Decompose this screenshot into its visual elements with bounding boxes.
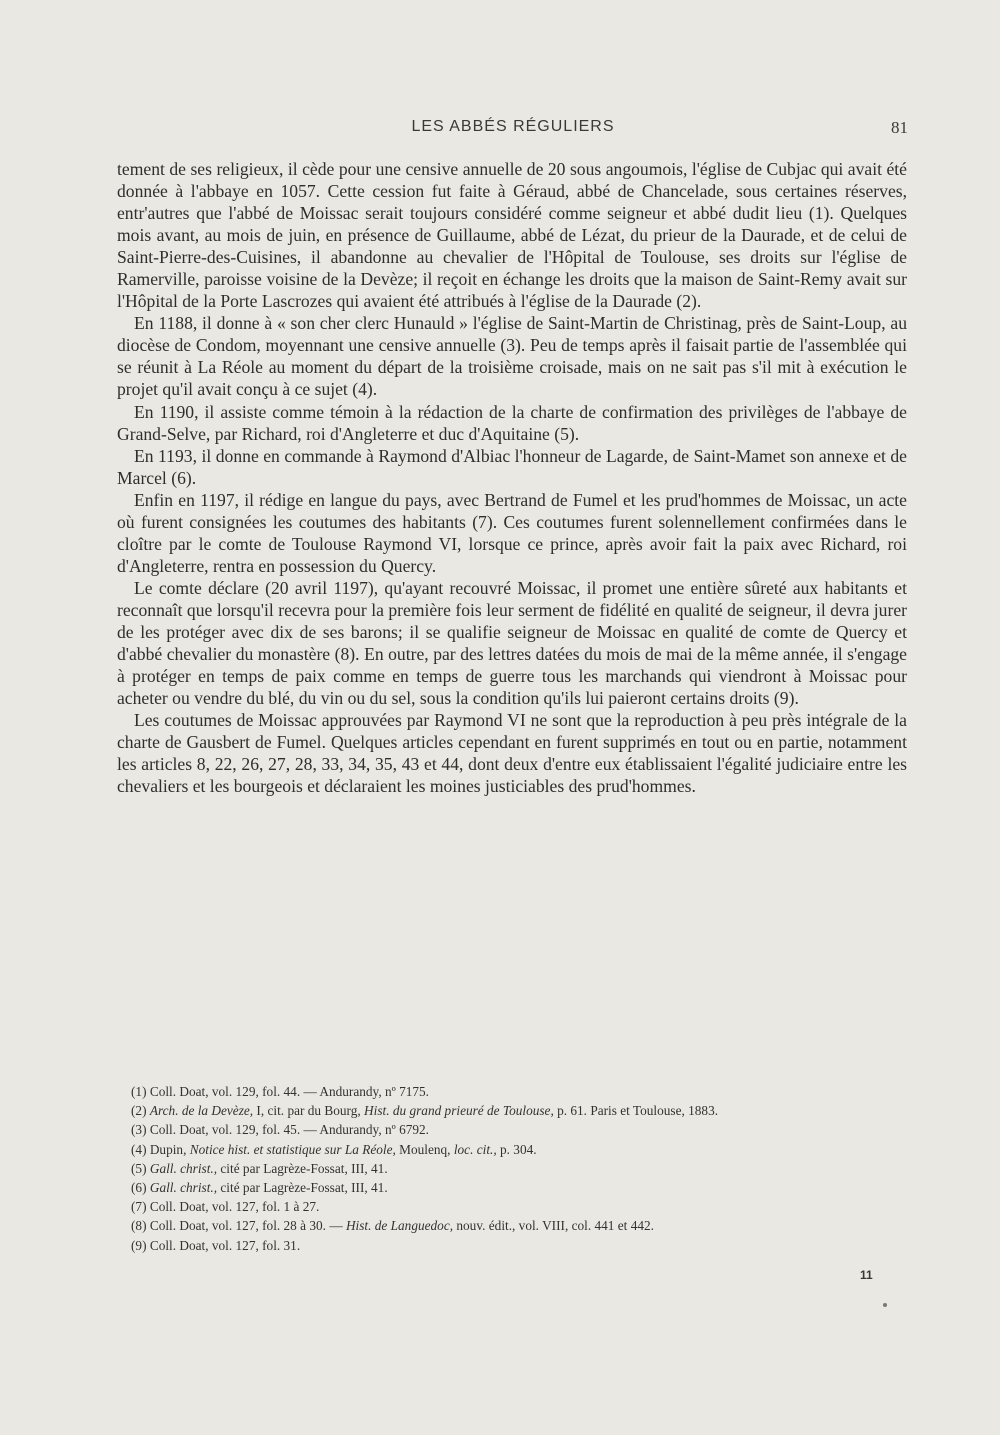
footnote-3: (3) Coll. Doat, vol. 129, fol. 45. — Andurandy, nº 6792.	[131, 1122, 429, 1138]
page-number: 81	[891, 118, 908, 137]
running-title: LES ABBÉS RÉGULIERS	[411, 118, 615, 135]
paragraph: Le comte déclare (20 avril 1197), qu'ayant recouvré Moissac, il promet une entière sûreté aux habitants et reconnaît que lorsqu'il recevra pour la première fois leur serment de fidélité en qualité de seigneur, il devra jurer de les protéger avec dix de ses barons; il se qualifie seigneur de Moissac en qualité de comte de Quercy et d'abbé chevalier du monastère (8). En outre, par des lettres datées du mois de mai de la même année, il s'engage à protéger en temps de paix comme en temps de guerre tous les marchands qui viendront à Moissac pour acheter ou vendre du blé, du vin ou du sel, sous la condition qu'ils lui paieront certains droits (9).	[117, 577, 907, 709]
signature-mark: 11	[860, 1268, 873, 1282]
footnote-1: (1) Coll. Doat, vol. 129, fol. 44. — Andurandy, nº 7175.	[131, 1084, 429, 1099]
footnote-4: (4) Dupin, Notice hist. et statistique sur La Réole, Moulenq, loc. cit., p. 304.	[131, 1141, 537, 1157]
speck-dot	[883, 1303, 887, 1307]
paragraph: tement de ses religieux, il cède pour une censive annuelle de 20 sous angoumois, l'église de Cubjac qui avait été donnée à l'abbaye en 1057. Cette cession fut faite à Géraud, abbé de Chancelade, sous certaines réserves, entr'autres que l'abbé de Moissac serait toujours considéré comme seigneur et abbé dudit lieu (1). Quelques mois avant, au mois de juin, en présence de Guillaume, abbé de Lézat, du prieur de la Daurade, et de celui de Saint-Pierre-des-Cuisines, il abandonne au chevalier de l'Hôpital de Toulouse, ses droits sur l'église de Ramerville, paroisse voisine de la Devèze; il reçoit en échange les droits que la maison de Saint-Remy avait sur l'Hôpital de la Porte Lascrozes qui avaient été attribués à l'église de la Daurade (2).	[117, 159, 907, 312]
footnote-8: (8) Coll. Doat, vol. 127, fol. 28 à 30. — Hist. de Languedoc, nouv. édit., vol. VIII, col. 441 et 442.	[131, 1218, 654, 1234]
footnote-9: (9) Coll. Doat, vol. 127, fol. 31.	[131, 1237, 301, 1253]
paragraph: Les coutumes de Moissac approuvées par Raymond VI ne sont que la reproduction à peu près intégrale de la charte de Gausbert de Fumel. Quelques articles cependant en furent supprimés en tout ou en partie, notamment les articles 8, 22, 26, 27, 28, 33, 34, 35, 43 et 44, dont deux d'entre eux établissaient l'égalité judiciaire entre les chevaliers et les bourgeois et déclaraient les moines justiciables des prud'hommes.	[117, 710, 907, 797]
paragraph: Enfin en 1197, il rédige en langue du pays, avec Bertrand de Fumel et les prud'hommes de Moissac, un acte où furent consignées les coutumes des habitants (7). Ces coutumes furent solennellement confirmées dans le cloître par le comte de Toulouse Raymond VI, lorsque ce prince, après avoir fait la paix avec Richard, roi d'Angleterre, rentra en possession du Quercy.	[117, 489, 907, 576]
footnote-6: (6) Gall. christ., cité par Lagrèze-Fossat, III, 41.	[131, 1180, 388, 1196]
footnote-7: (7) Coll. Doat, vol. 127, fol. 1 à 27.	[131, 1199, 320, 1215]
footnote-5: (5) Gall. christ., cité par Lagrèze-Fossat, III, 41.	[131, 1160, 388, 1176]
paragraph: En 1193, il donne en commande à Raymond d'Albiac l'honneur de Lagarde, de Saint-Mamet son annexe et de Marcel (6).	[117, 445, 907, 488]
paragraph: En 1190, il assiste comme témoin à la rédaction de la charte de confirmation des privilèges de l'abbaye de Grand-Selve, par Richard, roi d'Angleterre et duc d'Aquitaine (5).	[117, 401, 907, 444]
footnote-2: (2) Arch. de la Devèze, I, cit. par du Bourg, Hist. du grand prieuré de Toulouse, p. 61. Paris et Toulouse, 1883.	[131, 1103, 719, 1119]
paragraph: En 1188, il donne à « son cher clerc Hunauld » l'église de Saint-Martin de Christinag, près de Saint-Loup, au diocèse de Condom, moyennant une censive annuelle (3). Peu de temps après il faisait partie de l'assemblée qui se réunit à La Réole au moment du départ de la troisième croisade, mais on ne sait pas s'il mit à exécution le projet qu'il avait conçu à ce sujet (4).	[117, 313, 907, 400]
body-text	[117, 158, 907, 797]
page-header	[118, 118, 908, 144]
footnotes	[117, 1082, 907, 1255]
